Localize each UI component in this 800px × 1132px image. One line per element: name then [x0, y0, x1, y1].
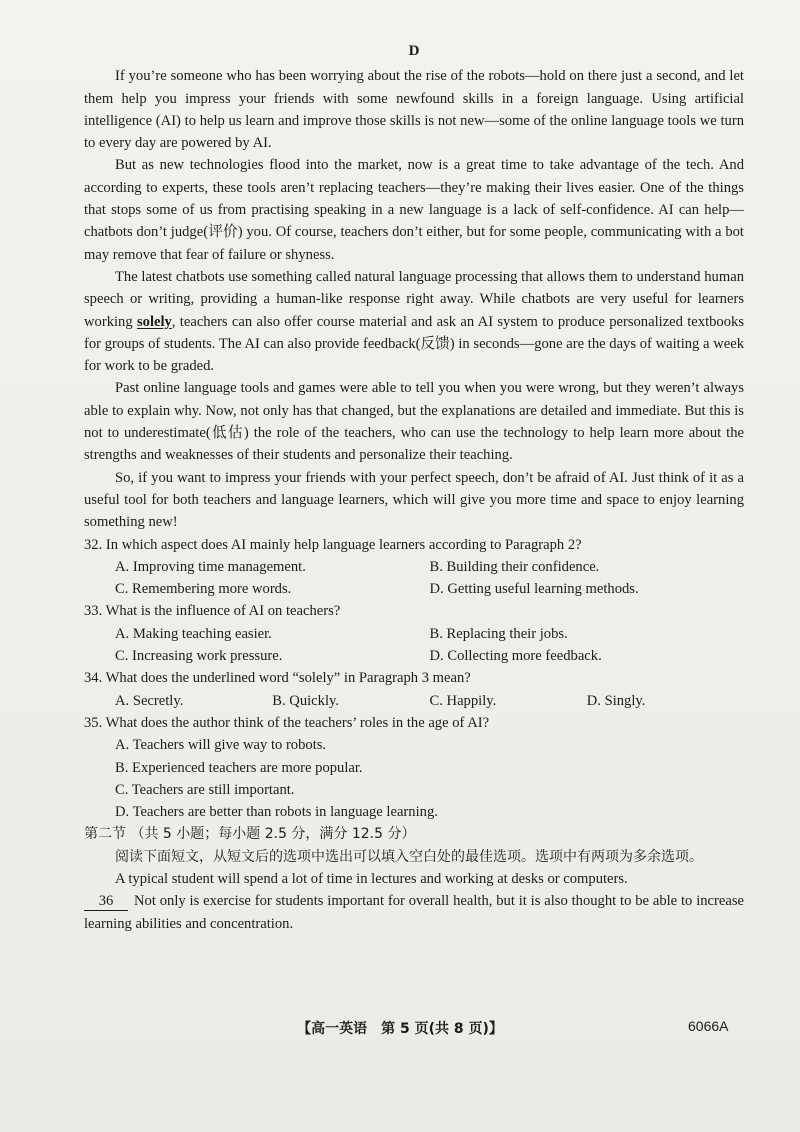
- paragraph-5: So, if you want to impress your friends with your perfect speech, don’t be afraid of AI. Just think of it as a useful tool for both teachers and language learners, which will give you more time and space to enjoy learning something new!: [84, 469, 744, 531]
- question-35-option-d[interactable]: D. Teachers are better than robots in language learning.: [115, 804, 438, 821]
- question-34-option-a[interactable]: A. Secretly.: [115, 692, 184, 709]
- question-34-option-b[interactable]: B. Quickly.: [272, 692, 339, 709]
- question-33-option-c[interactable]: C. Increasing work pressure.: [115, 648, 283, 665]
- question-33-stem: 33. What is the influence of AI on teachers?: [84, 603, 341, 620]
- passage-paragraph-2: [84, 890, 744, 935]
- question-34-options-row: [84, 690, 744, 712]
- section-2-instruction: 阅读下面短文，从短文后的选项中选出可以填入空白处的最佳选项。选项中有两项为多余选项。: [115, 848, 703, 865]
- question-33-option-d[interactable]: D. Collecting more feedback.: [429, 648, 602, 665]
- question-35-option-c[interactable]: C. Teachers are still important.: [115, 781, 295, 798]
- question-34-stem: 34. What does the underlined word “solely” in Paragraph 3 mean?: [84, 670, 471, 687]
- question-35-stem: 35. What does the author think of the teachers’ roles in the age of AI?: [84, 714, 490, 731]
- passage-paragraph-2-text: Not only is exercise for students important for overall health, but it is also thought to be able to increase learning abilities and concentration.: [84, 893, 744, 932]
- question-32-option-d[interactable]: D. Getting useful learning methods.: [429, 581, 639, 598]
- question-32-option-c[interactable]: C. Remembering more words.: [115, 581, 292, 598]
- question-32-stem: 32. In which aspect does AI mainly help language learners according to Paragraph 2?: [84, 536, 582, 553]
- question-33-options-row-2: [84, 645, 744, 667]
- passage-paragraph-1: A typical student will spend a lot of time in lectures and working at desks or computers.: [115, 870, 628, 887]
- question-32-option-b[interactable]: B. Building their confidence.: [429, 558, 600, 575]
- paragraph-3: [84, 266, 744, 377]
- section-2-heading: 第二节 （共 5 小题；每小题 2.5 分，满分 12.5 分）: [84, 826, 416, 843]
- question-33-options-row-1: [84, 623, 744, 645]
- underlined-word-solely: solely: [136, 313, 172, 330]
- question-34-option-c[interactable]: C. Happily.: [429, 692, 497, 709]
- question-32-options-row-1: [84, 556, 744, 578]
- question-32-option-a[interactable]: A. Improving time management.: [115, 558, 306, 575]
- blank-36[interactable]: 36: [84, 893, 128, 911]
- question-35-option-a[interactable]: A. Teachers will give way to robots.: [115, 737, 327, 754]
- question-34-option-d[interactable]: D. Singly.: [586, 692, 646, 709]
- section-letter: D: [408, 43, 420, 59]
- page-content: [84, 40, 744, 935]
- question-35-option-b[interactable]: B. Experienced teachers are more popular.: [115, 759, 363, 776]
- paragraph-4: Past online language tools and games were able to tell you when you were wrong, but they weren’t always able to explain why. Now, not only has that changed, but the explanations are detailed and immediate. But this is not to underestimate(低估) the role of the teachers, who can use the technology to help learn more about the strengths and weaknesses of their students and personalize their teaching.: [84, 380, 744, 464]
- page-info: 【高一英语 第 5 页(共 8 页)】: [297, 1021, 503, 1037]
- question-33-option-b[interactable]: B. Replacing their jobs.: [429, 625, 568, 642]
- exam-code: 6066A: [688, 1018, 729, 1034]
- paragraph-3-part-b: , teachers can also offer course material and ask an AI system to produce personalized textbooks for groups of students. The AI can also provide feedback(反馈) in seconds—gone are the days of waiting a week for work to be graded.: [84, 313, 745, 375]
- question-32-options-row-2: [84, 578, 744, 600]
- question-33-option-a[interactable]: A. Making teaching easier.: [115, 625, 272, 642]
- paragraph-2: But as new technologies flood into the market, now is a great time to take advantage of the tech. And according to experts, these tools aren’t replacing teachers—they’re making their lives easier. One of the things that stops some of us from practising speaking in a new language is a lack of self-confidence. AI can help—chatbots don’t judge(评价) you. Of course, teachers don’t either, but for some people, communicating with a bot may remove that fear of failure or shyness.: [84, 157, 744, 263]
- paragraph-1: If you’re someone who has been worrying about the rise of the robots—hold on there just a second, and let them help you impress your friends with some newfound skills in a foreign language. Using artificial intelligence (AI) to help us learn and improve those skills is not new—some of the online language tools we turn to every day are powered by AI.: [84, 68, 744, 152]
- paragraph-3-part-a: The latest chatbots use something called natural language processing that allows them to understand human speech or writing, providing a human-like response right away. While chatbots are very useful for learners working: [84, 268, 744, 330]
